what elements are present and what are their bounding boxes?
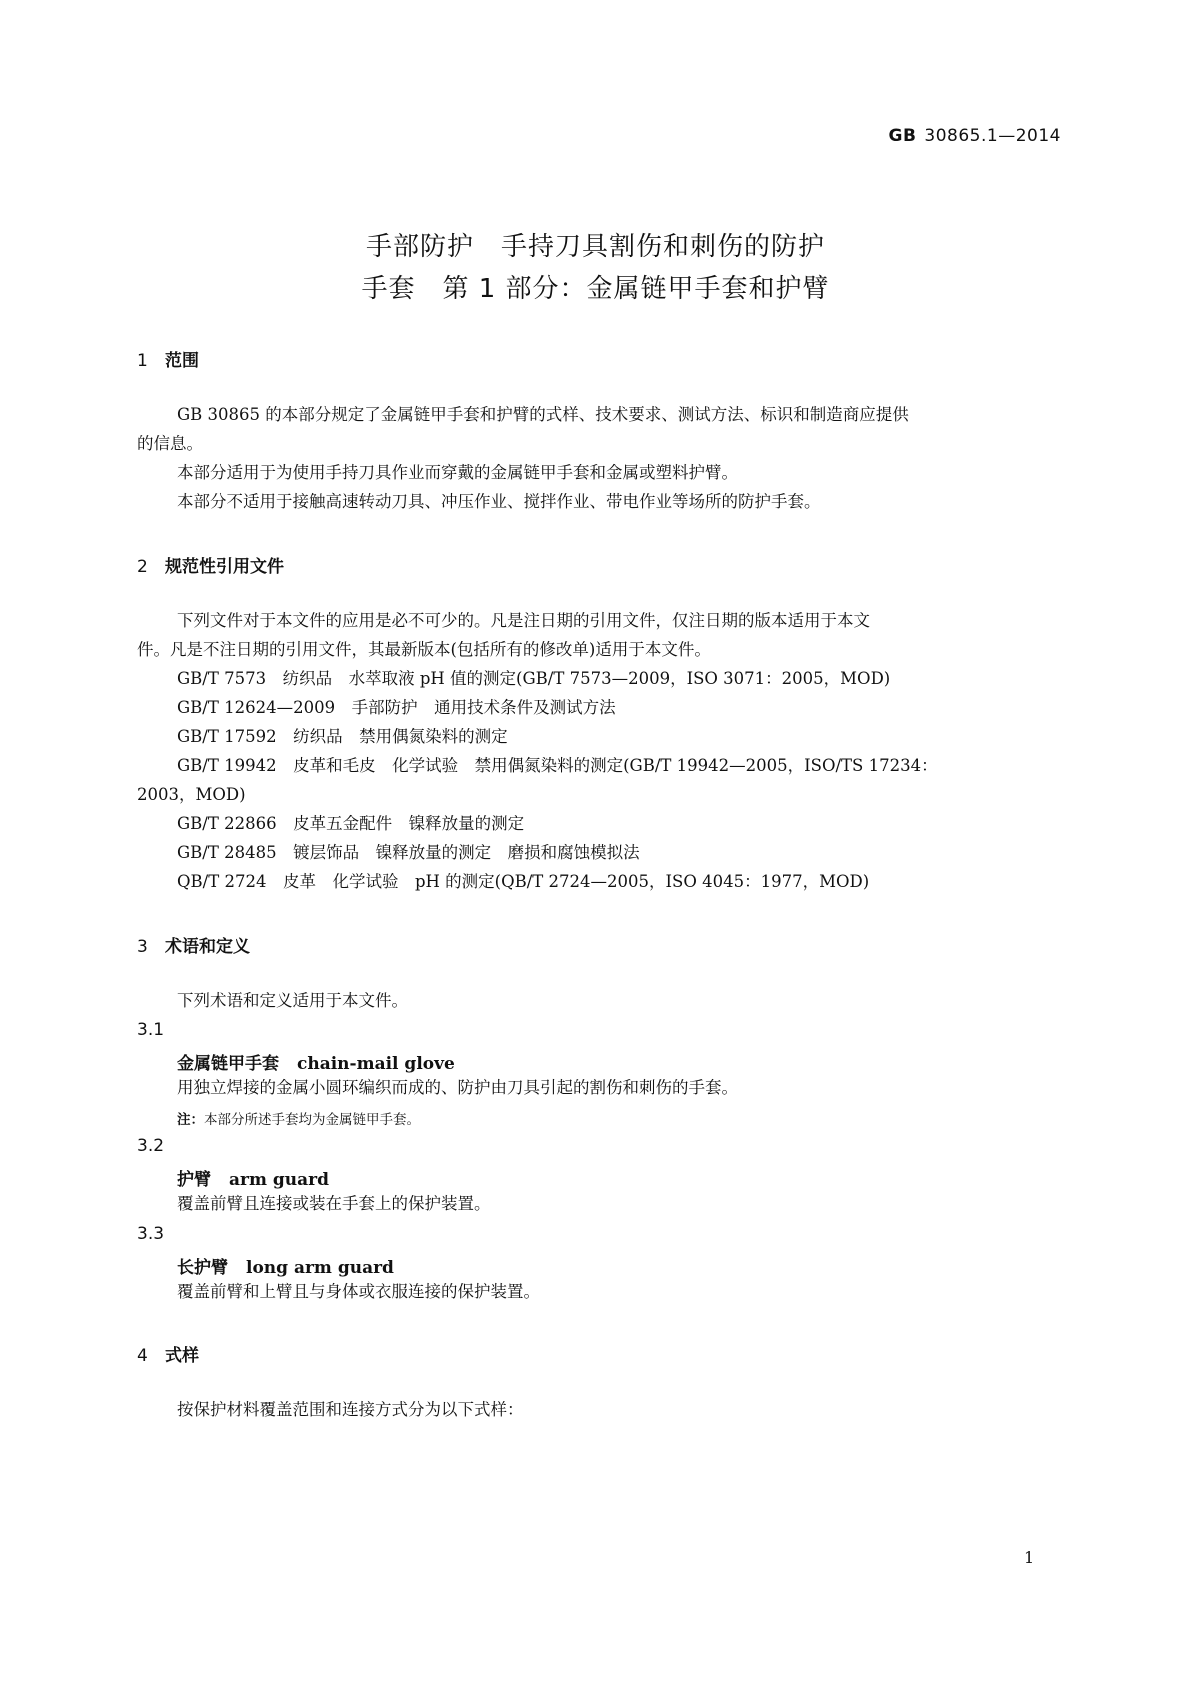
- term-heading: 金属链甲手套 chain-mail glove: [177, 1054, 455, 1074]
- section-heading-scope: 1 范围: [137, 351, 199, 371]
- term-number: 3.2: [137, 1136, 165, 1156]
- reference-item: GB/T 22866 皮革五金配件 镍释放量的测定: [177, 814, 525, 833]
- scope-paragraph-2: 本部分适用于为使用手持刀具作业而穿戴的金属链甲手套和金属或塑料护臂。: [177, 463, 738, 482]
- reference-item: GB/T 12624—2009 手部防护 通用技术条件及测试方法: [177, 698, 616, 717]
- scope-paragraph-1: GB 30865 的本部分规定了金属链甲手套和护臂的式样、技术要求、测试方法、标识和制造商应提供: [177, 405, 909, 424]
- term-heading: 护臂 arm guard: [177, 1170, 329, 1190]
- document-title: [0, 226, 1191, 310]
- title-line-2: 手套 第 1 部分：金属链甲手套和护臂: [361, 274, 830, 304]
- scope-paragraph-3: 本部分不适用于接触高速转动刀具、冲压作业、搅拌作业、带电作业等场所的防护手套。: [177, 492, 821, 511]
- term-number: 3.3: [137, 1224, 165, 1244]
- standard-number: GB 30865.1—2014: [888, 126, 1061, 146]
- reference-item-cont: 2003，MOD): [137, 785, 246, 804]
- term-definition: 覆盖前臂和上臂且与身体或衣服连接的保护装置。: [177, 1282, 540, 1301]
- section-heading-references: 2 规范性引用文件: [137, 557, 284, 577]
- references-intro: 下列文件对于本文件的应用是必不可少的。凡是注日期的引用文件，仅注日期的版本适用于本文: [177, 611, 870, 630]
- reference-item: GB/T 17592 纺织品 禁用偶氮染料的测定: [177, 727, 508, 746]
- term-definition: 覆盖前臂且连接或装在手套上的保护装置。: [177, 1194, 491, 1213]
- term-heading: 长护臂 long arm guard: [177, 1258, 394, 1278]
- reference-item: GB/T 19942 皮革和毛皮 化学试验 禁用偶氮染料的测定(GB/T 19942—2005，ISO/TS 17234：: [177, 756, 938, 775]
- terms-intro: 下列术语和定义适用于本文件。: [177, 991, 408, 1010]
- references-intro-cont: 件。凡是不注日期的引用文件，其最新版本(包括所有的修改单)适用于本文件。: [137, 640, 711, 659]
- page-number: 1: [1024, 1548, 1035, 1567]
- section-heading-terms: 3 术语和定义: [137, 937, 250, 957]
- term-note: 注：本部分所述手套均为金属链甲手套。: [177, 1112, 420, 1128]
- reference-item: QB/T 2724 皮革 化学试验 pH 的测定(QB/T 2724—2005，ISO 4045：1977，MOD): [177, 872, 870, 891]
- scope-paragraph-1-cont: 的信息。: [137, 434, 203, 453]
- term-number: 3.1: [137, 1020, 165, 1040]
- section-heading-styles: 4 式样: [137, 1346, 199, 1366]
- reference-item: GB/T 7573 纺织品 水萃取液 pH 值的测定(GB/T 7573—2009，ISO 3071：2005，MOD): [177, 669, 891, 688]
- styles-intro: 按保护材料覆盖范围和连接方式分为以下式样：: [177, 1400, 524, 1419]
- term-definition: 用独立焊接的金属小圆环编织而成的、防护由刀具引起的割伤和刺伤的手套。: [177, 1078, 738, 1097]
- reference-item: GB/T 28485 镀层饰品 镍释放量的测定 磨损和腐蚀模拟法: [177, 843, 640, 862]
- title-line-1: 手部防护 手持刀具割伤和刺伤的防护: [365, 232, 825, 262]
